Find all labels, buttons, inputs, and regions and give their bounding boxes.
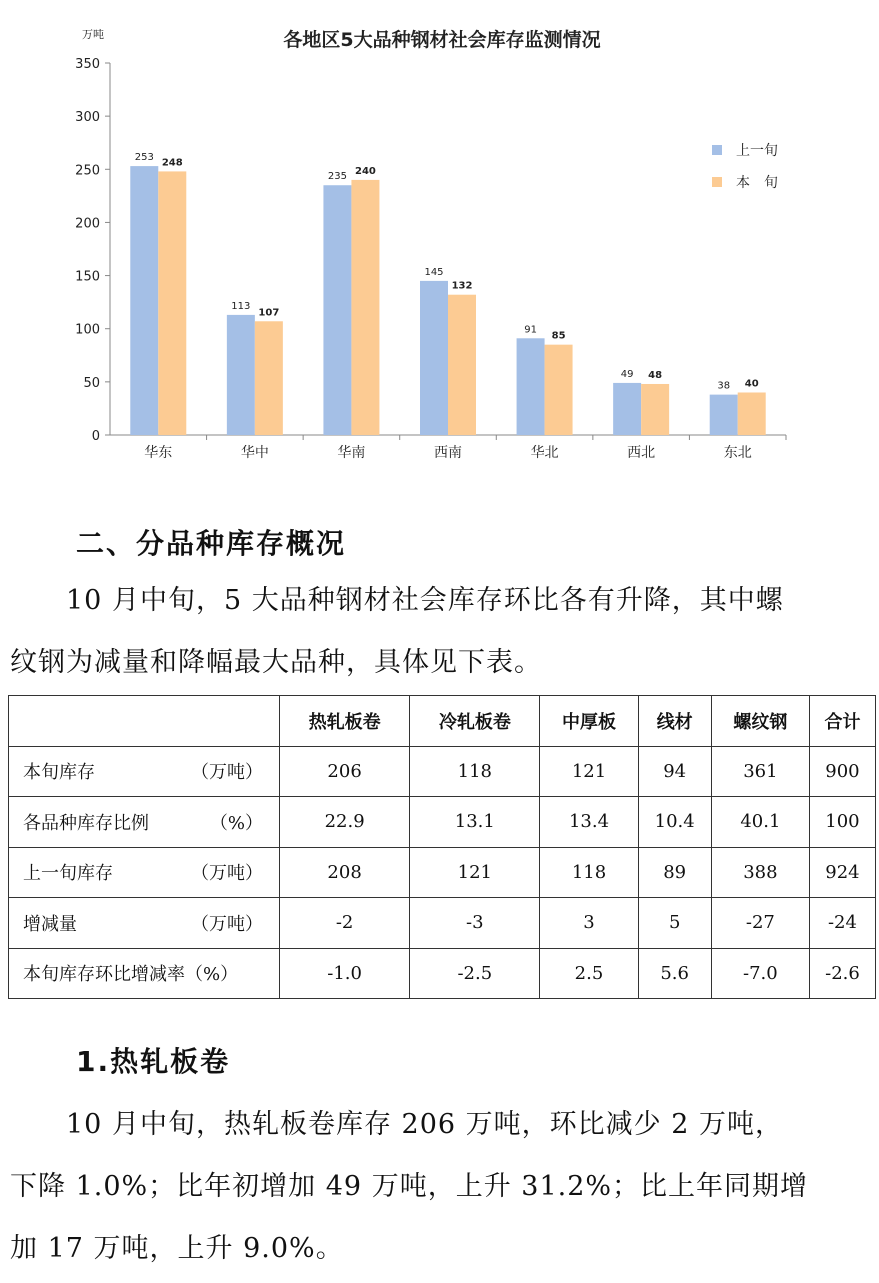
row-unit: （%）: [209, 812, 263, 834]
table-cell: 22.9: [280, 797, 410, 848]
table-cell: 5.6: [638, 948, 711, 999]
row-unit: （万吨）: [191, 863, 263, 885]
table-cell: -2.6: [809, 948, 875, 999]
bar-current: [351, 180, 379, 435]
table-cell: -2: [280, 898, 410, 949]
row-label-cell: [9, 898, 280, 949]
data-label: 113: [231, 300, 251, 312]
table-cell: 3: [540, 898, 638, 949]
bar-previous: [517, 338, 545, 435]
row-label: 增减量: [23, 913, 77, 935]
paragraph-line-2: 纹钢为减量和降幅最大品种，具体见下表。: [10, 647, 542, 678]
table-cell: 40.1: [711, 797, 809, 848]
bar-previous: [323, 185, 351, 435]
row-label-cell: [9, 746, 280, 797]
bar-current: [641, 384, 669, 435]
data-label: 40: [744, 378, 759, 390]
table-row: [9, 847, 876, 898]
table-row: [9, 948, 876, 999]
row-unit: （万吨）: [191, 762, 263, 784]
y-tick-label: 50: [83, 375, 100, 391]
variety-inventory-table: [8, 695, 876, 999]
table-header-cell: 中厚板: [540, 696, 638, 747]
data-label: 48: [648, 369, 663, 381]
table-cell: 900: [809, 746, 875, 797]
bar-current: [158, 171, 186, 435]
table-cell: 388: [711, 847, 809, 898]
bar-current: [545, 345, 573, 435]
bar-current: [738, 392, 766, 435]
row-label-cell: [9, 948, 280, 999]
table-cell: -24: [809, 898, 875, 949]
row-label: 本旬库存环比增减率（%）: [23, 964, 239, 986]
table-cell: 361: [711, 746, 809, 797]
table-cell: 5: [638, 898, 711, 949]
x-tick-label: 华北: [530, 445, 559, 461]
table-cell: 121: [540, 746, 638, 797]
data-label: 235: [327, 171, 347, 183]
table-cell: 208: [280, 847, 410, 898]
data-label: 240: [354, 165, 376, 177]
table-cell: -2.5: [410, 948, 540, 999]
data-label: 253: [134, 152, 154, 164]
row-label: 上一旬库存: [23, 863, 113, 885]
table-cell: 2.5: [540, 948, 638, 999]
table-row: [9, 898, 876, 949]
hot-rolled-paragraph: [10, 1094, 870, 1280]
table-header-row: [9, 696, 876, 747]
table-cell: -3: [410, 898, 540, 949]
section-heading-variety-overview: 二、分品种库存概况: [76, 527, 347, 560]
y-tick-label: 0: [91, 429, 100, 444]
paragraph-line-2: 下降 1.0%；比年初增加 49 万吨，上升 31.2%；比上年同期增: [10, 1171, 809, 1202]
y-tick-label: 150: [75, 269, 100, 285]
table-header-cell: 冷轧板卷: [410, 696, 540, 747]
data-label: 107: [258, 307, 280, 319]
x-tick-label: 华东: [144, 445, 173, 461]
data-label: 91: [524, 324, 537, 336]
table-cell: 924: [809, 847, 875, 898]
y-axis-unit-label: 万吨: [82, 28, 104, 41]
bar-previous: [613, 383, 641, 435]
paragraph-line-1: 10 月中旬，热轧板卷库存 206 万吨，环比减少 2 万吨，: [66, 1109, 783, 1140]
paragraph-line-3: 加 17 万吨，上升 9.0%。: [10, 1233, 344, 1264]
table-cell: 206: [280, 746, 410, 797]
legend-swatch: [712, 177, 722, 187]
chart-title: 各地区5大品种钢材社会库存监测情况: [283, 29, 601, 51]
data-label: 49: [620, 368, 634, 380]
table-cell: -27: [711, 898, 809, 949]
table-cell: 13.1: [410, 797, 540, 848]
section-heading-hot-rolled-coil: 1.热轧板卷: [76, 1045, 231, 1078]
x-tick-label: 华中: [240, 445, 269, 461]
paragraph-line-1: 10 月中旬，5 大品种钢材社会库存环比各有升降，其中螺: [66, 585, 784, 616]
data-label: 38: [717, 380, 731, 392]
y-tick-label: 250: [75, 163, 100, 179]
table-header-cell: 螺纹钢: [711, 696, 809, 747]
x-tick-label: 西南: [434, 445, 462, 461]
table-header-cell: 线材: [638, 696, 711, 747]
y-tick-label: 350: [75, 57, 100, 72]
regional-inventory-bar-chart: [0, 0, 879, 470]
bar-previous: [710, 395, 738, 435]
table-cell: 118: [540, 847, 638, 898]
table-cell: 10.4: [638, 797, 711, 848]
bar-current: [448, 295, 476, 435]
table-header-cell: 合计: [809, 696, 875, 747]
row-label: 本旬库存: [23, 762, 95, 784]
data-label: 248: [161, 157, 183, 169]
data-label: 85: [551, 330, 566, 342]
y-tick-label: 200: [75, 216, 100, 232]
x-tick-label: 东北: [723, 445, 752, 461]
table-row: [9, 797, 876, 848]
table-cell: 13.4: [540, 797, 638, 848]
row-unit: （万吨）: [191, 913, 263, 935]
y-tick-label: 100: [75, 322, 100, 338]
x-tick-label: 华南: [337, 445, 366, 461]
legend-label: 上一旬: [736, 143, 778, 159]
legend-label: 本 旬: [736, 175, 778, 191]
bar-current: [255, 321, 283, 435]
data-label: 145: [424, 266, 444, 278]
bar-previous: [130, 166, 158, 435]
row-label: 各品种库存比例: [23, 812, 149, 834]
table-cell: 89: [638, 847, 711, 898]
table-cell: 118: [410, 746, 540, 797]
section-paragraph: [10, 570, 870, 694]
table-cell: 121: [410, 847, 540, 898]
table-cell: 100: [809, 797, 875, 848]
legend-swatch: [712, 145, 722, 155]
table-cell: -1.0: [280, 948, 410, 999]
y-tick-label: 300: [75, 110, 100, 126]
table-row: [9, 746, 876, 797]
row-label-cell: [9, 847, 280, 898]
table-header-cell: 热轧板卷: [280, 696, 410, 747]
table-cell: 94: [638, 746, 711, 797]
bar-previous: [420, 281, 448, 435]
table-cell: -7.0: [711, 948, 809, 999]
row-label-cell: [9, 797, 280, 848]
x-tick-label: 西北: [627, 445, 656, 461]
bar-previous: [227, 315, 255, 435]
data-label: 132: [451, 280, 473, 292]
table-header-cell: [9, 696, 280, 747]
